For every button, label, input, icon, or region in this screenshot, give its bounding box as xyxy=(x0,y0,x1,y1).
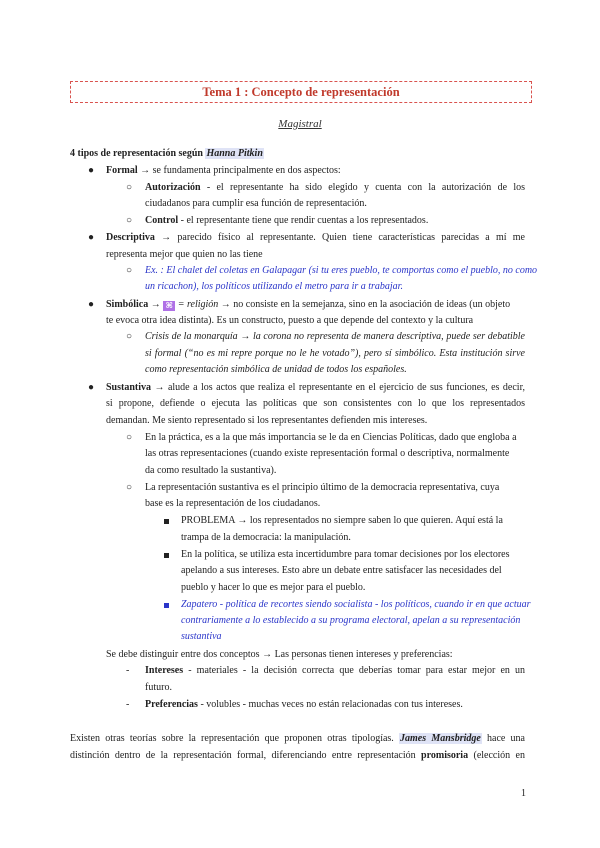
simbolica-item: Simbólica → ⌘ = religión → no consiste en la semejanza, sino en la asociación de ideas (un objeto xyxy=(106,299,511,310)
circle-bullet-icon: ○ xyxy=(126,331,133,342)
sustantiva-sub2-1: La representación sustantiva es el principio último de la democracia representativa, cuya xyxy=(145,482,500,493)
bullet-icon: ● xyxy=(88,165,95,176)
distinguish-line: Se debe distinguir entre dos conceptos → Las personas tienen intereses y preferencias: xyxy=(106,649,453,660)
circle-bullet-icon: ○ xyxy=(126,182,133,193)
autorizacion-line: Autorización - el representante ha sido elegido y cuenta con la autorización de los xyxy=(145,182,525,193)
sustantiva-sub1-3: da como resultado la sustantiva). xyxy=(145,465,277,476)
politica-line-1: En la política, se utiliza esta incertidumbre para tomar decisiones por los electores xyxy=(181,549,510,560)
dash-bullet-icon: - xyxy=(126,699,130,710)
simbolica-example-2: si formal (“no es mi repre porque no le he votado”), pero sí simbólico. Esta institución sirve xyxy=(145,348,525,359)
zapatero-line-2: contrariamente a lo establecido a su programa electoral, apelan a su representación xyxy=(181,615,521,626)
sustantiva-item: Sustantiva → alude a los actos que realiza el representante en el ejercicio de sus funciones, es decir, xyxy=(106,382,525,393)
symbol-icon: ⌘ xyxy=(163,301,175,311)
sustantiva-sub1-1: En la práctica, es a la que más importancia se le da en Ciencias Políticas, dado que engloba a xyxy=(145,432,517,443)
zapatero-line-3: sustantiva xyxy=(181,631,222,642)
circle-bullet-icon: ○ xyxy=(126,432,133,443)
formal-item: Formal → se fundamenta principalmente en dos aspectos: xyxy=(106,165,341,176)
simbolica-line-2: te evoca otra idea distinta). Es un constructo, puesto a que depende del contexto y la cultura xyxy=(106,315,474,326)
politica-line-3: pueblo y hacer lo que es mejor para el pueblo. xyxy=(181,582,366,593)
sustantiva-sub2-2: base es la representación de los ciudadanos. xyxy=(145,498,321,509)
square-bullet-icon xyxy=(164,519,169,524)
closing-line-2: distinción dentro de la representación formal, diferenciando entre representación promisoria (elección en xyxy=(70,750,525,761)
circle-bullet-icon: ○ xyxy=(126,265,133,276)
bullet-icon: ● xyxy=(88,382,95,393)
zapatero-line-1: Zapatero - política de recortes siendo socialista - los políticos, cuando ir en que actuar xyxy=(181,599,531,610)
bullet-icon: ● xyxy=(88,232,95,243)
politica-line-2: apelando a sus intereses. Esto abre un debate entre satisfacer las necesidades del xyxy=(181,565,502,576)
descriptiva-item: Descriptiva → parecido físico al representante. Quien tiene características parecidas a mí me xyxy=(106,232,525,243)
title-box xyxy=(70,81,532,103)
square-bullet-icon xyxy=(164,553,169,558)
author-highlight: James Mansbridge xyxy=(400,733,481,744)
page-number: 1 xyxy=(521,788,526,799)
closing-line-1: Existen otras teorías sobre la representación que proponen otras tipologías. James Mansbridge hace una xyxy=(70,733,525,744)
simbolica-example-3: como representación simbólica de unidad de todos los españoles. xyxy=(145,364,407,375)
descriptiva-line-2: representa mejor que quien no las tiene xyxy=(106,249,263,260)
problema-line-2: trampa de la democracia: la manipulación. xyxy=(181,532,351,543)
preferencias-line: Preferencias - volubles - muchas veces no están relacionadas con tus intereses. xyxy=(145,699,463,710)
problema-line-1: PROBLEMA → los representados no siempre saben lo que quieren. Aquí está la xyxy=(181,515,503,526)
page-title: Tema 1 : Concepto de representación xyxy=(202,85,400,99)
bullet-icon: ● xyxy=(88,299,95,310)
subtitle: Magistral xyxy=(278,118,322,130)
sustantiva-sub1-2: las otras representaciones (cuando existe representación formal o descriptiva, normalmente xyxy=(145,448,510,459)
sustantiva-line-2: si propone, defiende o ejecuta las políticas que son consistentes con lo que los representados xyxy=(106,398,525,409)
circle-bullet-icon: ○ xyxy=(126,215,133,226)
descriptiva-example-1: Ex. : El chalet del coletas en Galapagar (si tu eres pueblo, te comportas como el pueblo, no como xyxy=(145,265,538,276)
author-highlight: Hanna Pitkin xyxy=(206,148,263,159)
autorizacion-line-2: ciudadanos para cumplir esa función de representación. xyxy=(145,198,367,209)
circle-bullet-icon: ○ xyxy=(126,482,133,493)
intereses-line-1: Intereses - materiales - la decisión correcta que deberías tomar para estar mejor en un xyxy=(145,665,525,676)
intereses-line-2: futuro. xyxy=(145,682,172,693)
descriptiva-example-2: un ricachon), los políticos utilizando el metro para ir a trabajar. xyxy=(145,281,403,292)
square-bullet-icon xyxy=(164,603,169,608)
simbolica-example-1: Crisis de la monarquía → la corona no representa de manera descriptiva, puede ser debatible xyxy=(145,331,525,342)
dash-bullet-icon: - xyxy=(126,665,130,676)
sustantiva-line-3: demandan. Me siento representado si los representantes defienden mis intereses. xyxy=(106,415,428,426)
control-line: Control - el representante tiene que rendir cuentas a los representados. xyxy=(145,215,429,226)
section-heading: 4 tipos de representación según Hanna Pitkin xyxy=(70,148,263,159)
